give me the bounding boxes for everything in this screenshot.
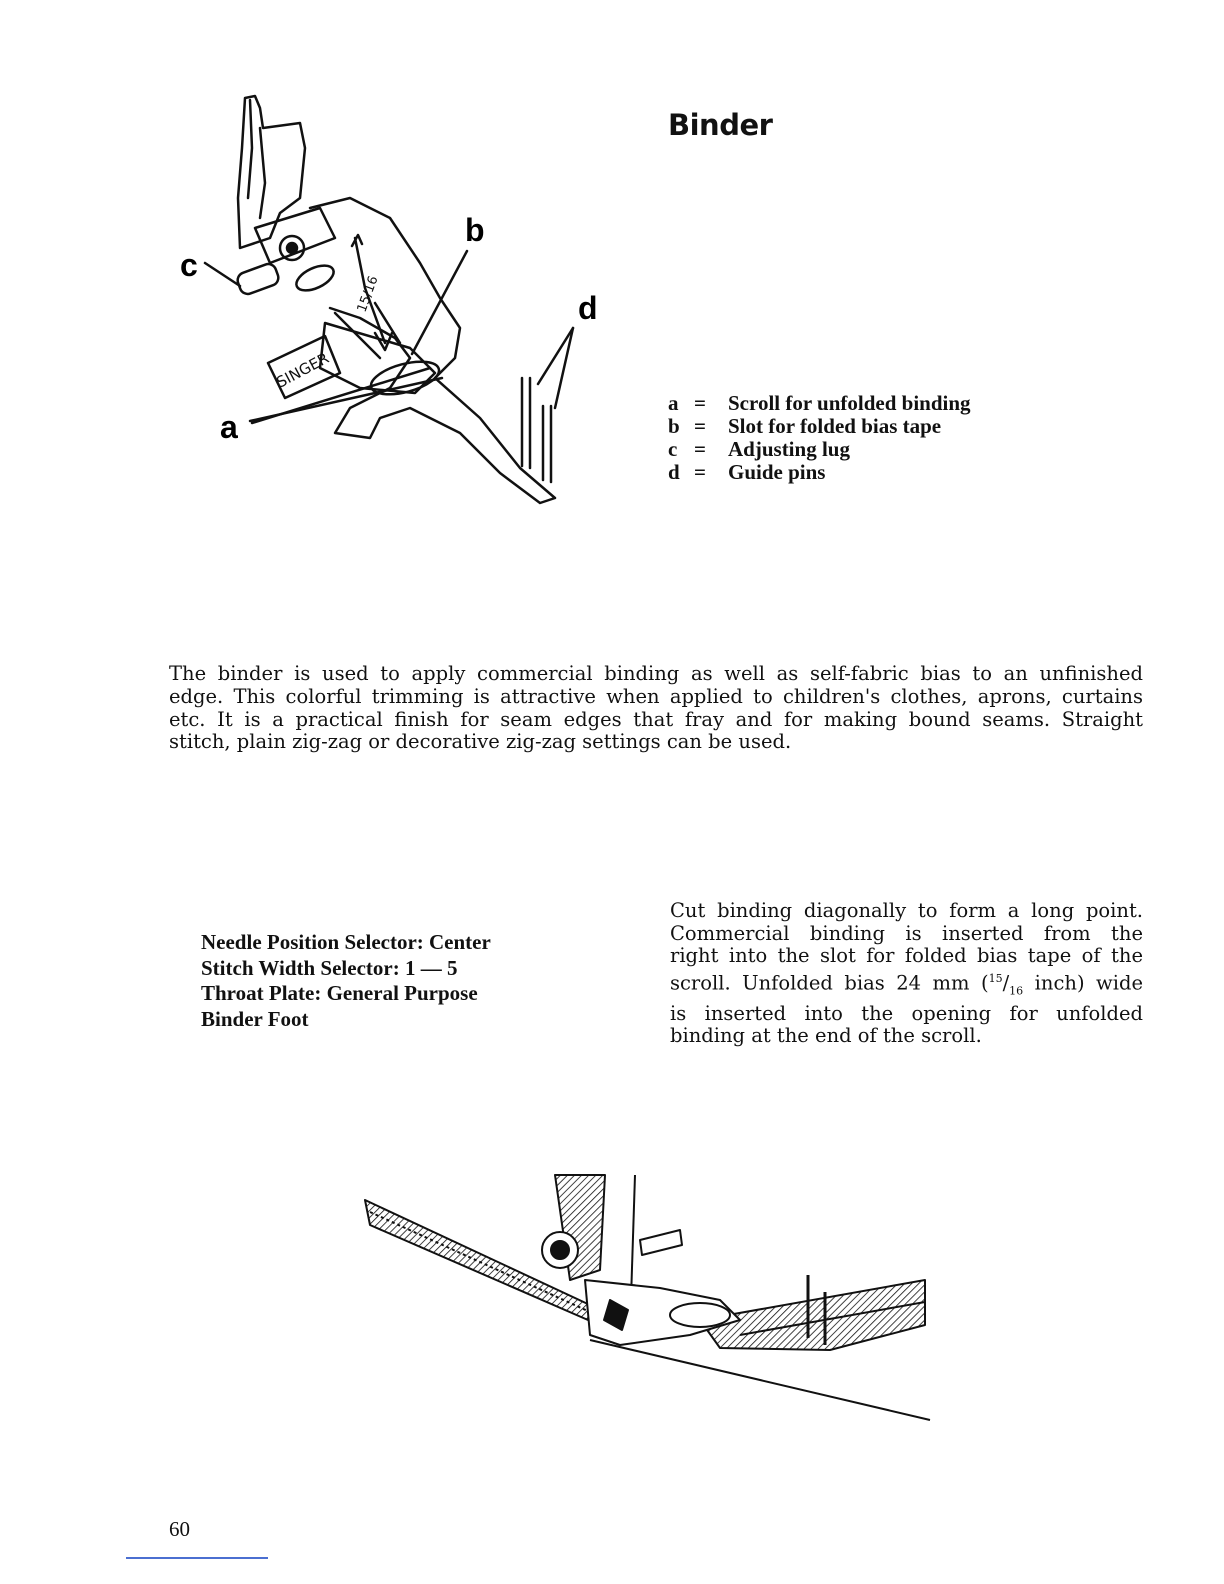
adjusting-lug bbox=[235, 262, 280, 296]
page-number: 60 bbox=[169, 1517, 190, 1541]
fabric-edge bbox=[590, 1340, 930, 1420]
instruction-line: Cut binding diagonally to form a long point. bbox=[670, 899, 1143, 922]
legend-row-b: b = Slot for folded bias tape bbox=[668, 414, 942, 438]
machine-settings bbox=[201, 930, 491, 1032]
legend-row-c: c = Adjusting lug bbox=[668, 437, 850, 461]
instruction-line: is inserted into the opening for unfolded bbox=[670, 1001, 1143, 1025]
fraction-denominator: 16 bbox=[1009, 984, 1024, 998]
setting-needle-position: Needle Position Selector: Center bbox=[201, 930, 491, 954]
description-paragraph bbox=[169, 663, 1143, 754]
legend-row-d: d = Guide pins bbox=[668, 460, 826, 484]
instruction-line: Commercial binding is inserted from the bbox=[670, 921, 1143, 945]
setting-throat-plate: Throat Plate: General Purpose bbox=[201, 981, 478, 1005]
callout-c: c bbox=[180, 247, 198, 283]
callout-line-d2 bbox=[555, 328, 573, 408]
shank-edge bbox=[248, 100, 252, 198]
description-line: edge. This colorful trimming is attractive when applied to children's clothes, aprons, curtains bbox=[169, 684, 1143, 708]
legend-row-a: a = Scroll for unfolded binding bbox=[668, 391, 971, 415]
callout-d: d bbox=[578, 290, 598, 326]
shank-outline bbox=[238, 96, 305, 248]
scale-marks: 15/16 bbox=[354, 274, 382, 315]
instruction-line: scroll. Unfolded bias 24 mm ($^{15}/_{16}$ inch) wide bbox=[670, 971, 1143, 998]
instructions-paragraph bbox=[670, 900, 1143, 1048]
setting-stitch-width: Stitch Width Selector: 1 — 5 bbox=[201, 955, 458, 980]
parts-legend bbox=[668, 392, 971, 484]
instruction-line: right into the slot for folded bias tape of the bbox=[670, 944, 1143, 968]
description-line: The binder is used to apply commercial binding as well as self-fabric bias to an unfinished bbox=[169, 662, 1143, 685]
base-plate bbox=[310, 198, 555, 503]
bottom-rule bbox=[126, 1557, 268, 1559]
instruction-line: binding at the end of the scroll. bbox=[670, 1024, 982, 1048]
description-line: etc. It is a practical finish for seam edges that fray and for making bound seams. Straight bbox=[169, 707, 1143, 731]
setting-foot: Binder Foot bbox=[201, 1006, 309, 1031]
callout-line-c bbox=[205, 263, 240, 286]
page-title: Binder bbox=[668, 108, 773, 142]
binder-in-use-illustration bbox=[360, 1170, 940, 1430]
description-line: stitch, plain zig-zag or decorative zig-zag settings can be used. bbox=[169, 730, 792, 754]
callout-a: a bbox=[220, 409, 238, 445]
foot-brand-label: SINGER bbox=[273, 349, 332, 392]
callout-b: b bbox=[465, 212, 485, 248]
fraction-numerator: 15 bbox=[988, 971, 1003, 985]
needle-clamp bbox=[640, 1230, 682, 1255]
binder-foot-diagram bbox=[160, 88, 620, 518]
